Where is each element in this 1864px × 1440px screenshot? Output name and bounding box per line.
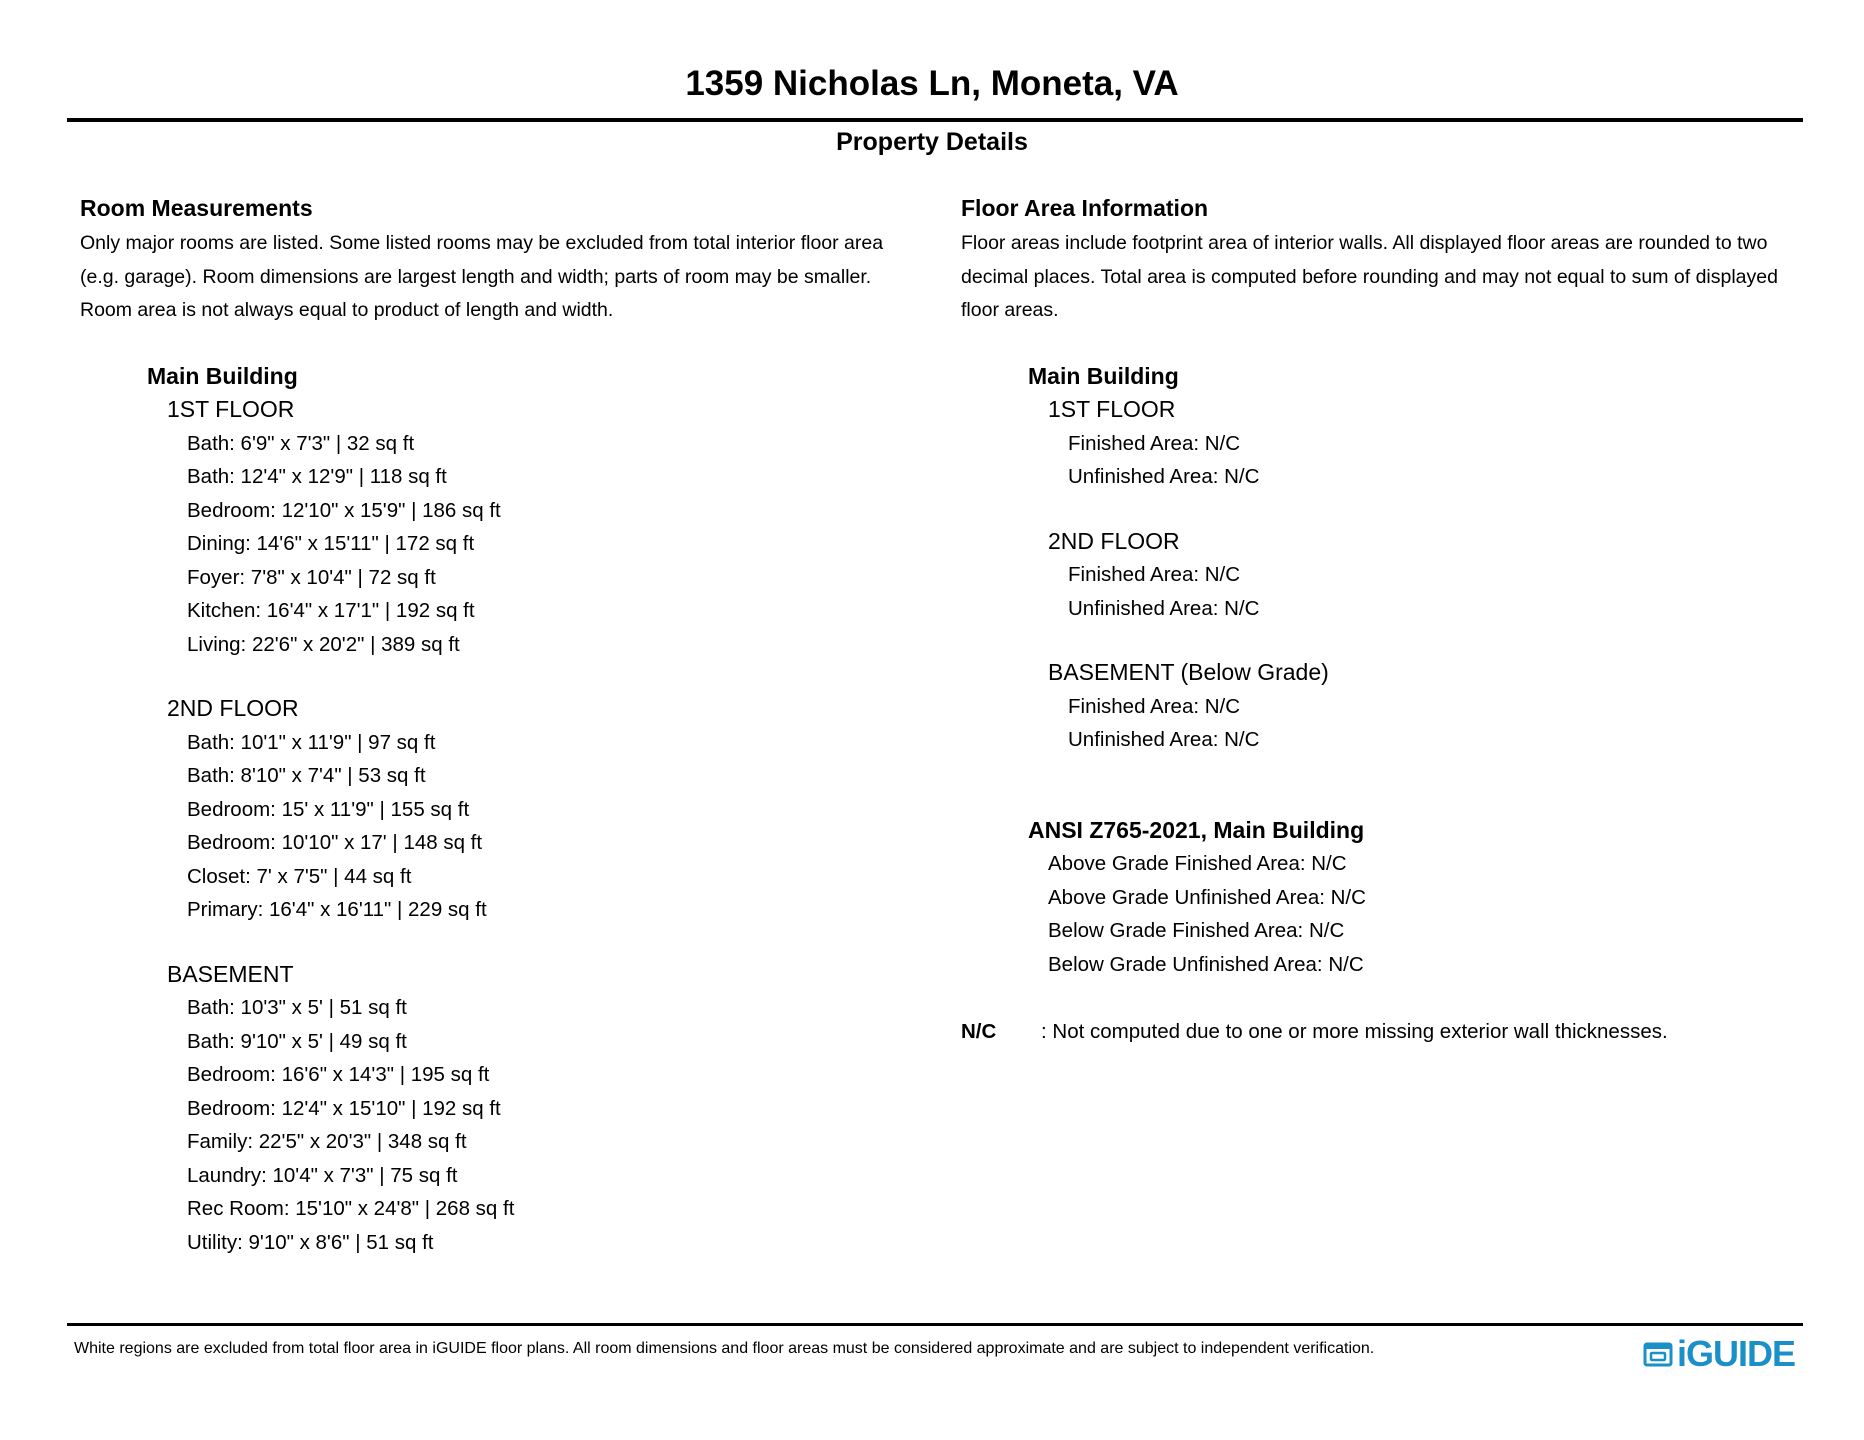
room-item: Bedroom: 16'6" x 14'3" | 195 sq ft — [187, 1063, 490, 1086]
building-heading: Main Building — [1028, 362, 1179, 389]
room-item: Bath: 10'3" x 5' | 51 sq ft — [187, 996, 407, 1019]
description-line: floor areas. — [961, 299, 1059, 321]
page-subtitle: Property Details — [836, 128, 1028, 156]
description-line: Only major rooms are listed. Some listed rooms may be excluded from total interior floor area — [80, 232, 884, 254]
floor-heading-2nd: 2ND FLOOR — [167, 695, 299, 721]
page-title: 1359 Nicholas Ln, Moneta, VA — [685, 64, 1179, 103]
iguide-logo-text: iGUIDE — [1677, 1333, 1796, 1374]
floor-area-heading: Floor Area Information — [961, 195, 1209, 221]
room-item: Primary: 16'4" x 16'11" | 229 sq ft — [187, 898, 487, 921]
room-item: Bedroom: 15' x 11'9" | 155 sq ft — [187, 797, 470, 821]
room-measurements-heading: Room Measurements — [80, 195, 313, 221]
unfinished-area: Unfinished Area: N/C — [1068, 728, 1260, 751]
room-item: Bath: 12'4" x 12'9" | 118 sq ft — [187, 465, 447, 488]
description-line: decimal places. Total area is computed before rounding and may not equal to sum of displayed — [961, 265, 1778, 288]
footer-divider — [67, 1323, 1803, 1326]
ansi-heading: ANSI Z765-2021, Main Building — [1028, 816, 1365, 843]
description-line: Room area is not always equal to product of length and width. — [80, 299, 614, 321]
building-heading: Main Building — [147, 362, 298, 389]
room-item: Bedroom: 12'10" x 15'9" | 186 sq ft — [187, 498, 501, 522]
iguide-logo-icon — [1643, 1339, 1673, 1369]
room-item: Dining: 14'6" x 15'11" | 172 sq ft — [187, 532, 475, 555]
nc-note-key: N/C — [961, 1020, 997, 1043]
unfinished-area: Unfinished Area: N/C — [1068, 465, 1260, 488]
room-item: Bath: 8'10" x 7'4" | 53 sq ft — [187, 764, 426, 787]
room-measurements-description — [80, 227, 920, 328]
room-item: Living: 22'6" x 20'2" | 389 sq ft — [187, 632, 460, 656]
ansi-item: Above Grade Unfinished Area: N/C — [1048, 885, 1366, 909]
room-measurements-section — [80, 193, 920, 1259]
description-line: Floor areas include footprint area of interior walls. All displayed floor areas are rounded to two — [961, 232, 1768, 254]
ansi-item: Below Grade Finished Area: N/C — [1048, 919, 1345, 942]
floor-heading-1st: 1ST FLOOR — [1048, 396, 1176, 422]
room-item: Laundry: 10'4" x 7'3" | 75 sq ft — [187, 1163, 458, 1187]
floor-heading-1st: 1ST FLOOR — [167, 396, 295, 422]
floor-area-section — [961, 193, 1821, 1049]
room-item: Bedroom: 10'10" x 17' | 148 sq ft — [187, 831, 483, 854]
ansi-item: Above Grade Finished Area: N/C — [1048, 852, 1347, 875]
unfinished-area: Unfinished Area: N/C — [1068, 596, 1260, 620]
description-line: (e.g. garage). Room dimensions are largest length and width; parts of room may be smaller. — [80, 265, 872, 288]
room-item: Utility: 9'10" x 8'6" | 51 sq ft — [187, 1230, 434, 1254]
floor-heading-basement: BASEMENT — [167, 960, 294, 987]
finished-area: Finished Area: N/C — [1068, 694, 1241, 718]
ansi-item: Below Grade Unfinished Area: N/C — [1048, 952, 1364, 976]
room-item: Foyer: 7'8" x 10'4" | 72 sq ft — [187, 565, 436, 589]
nc-note — [961, 1015, 1821, 1049]
iguide-logo — [1643, 1334, 1795, 1374]
room-item: Closet: 7' x 7'5" | 44 sq ft — [187, 864, 412, 888]
header-divider — [67, 118, 1803, 122]
room-item: Bath: 10'1" x 11'9" | 97 sq ft — [187, 730, 436, 754]
room-item: Bath: 6'9" x 7'3" | 32 sq ft — [187, 431, 415, 455]
finished-area: Finished Area: N/C — [1068, 563, 1241, 586]
room-item: Family: 22'5" x 20'3" | 348 sq ft — [187, 1130, 467, 1153]
room-item: Kitchen: 16'4" x 17'1" | 192 sq ft — [187, 599, 475, 622]
floor-area-description — [961, 227, 1821, 328]
footer-disclaimer: White regions are excluded from total floor area in iGUIDE floor plans. All room dimensions and floor areas must be considered approximate and are subject to independent verification. — [74, 1340, 1375, 1357]
floor-heading-basement: BASEMENT (Below Grade) — [1048, 659, 1329, 685]
room-item: Bedroom: 12'4" x 15'10" | 192 sq ft — [187, 1096, 501, 1120]
nc-note-text: : Not computed due to one or more missing exterior wall thicknesses. — [1041, 1020, 1668, 1043]
room-item: Rec Room: 15'10" x 24'8" | 268 sq ft — [187, 1197, 515, 1220]
room-item: Bath: 9'10" x 5' | 49 sq ft — [187, 1029, 407, 1053]
finished-area: Finished Area: N/C — [1068, 431, 1241, 455]
floor-heading-2nd: 2ND FLOOR — [1048, 527, 1180, 554]
